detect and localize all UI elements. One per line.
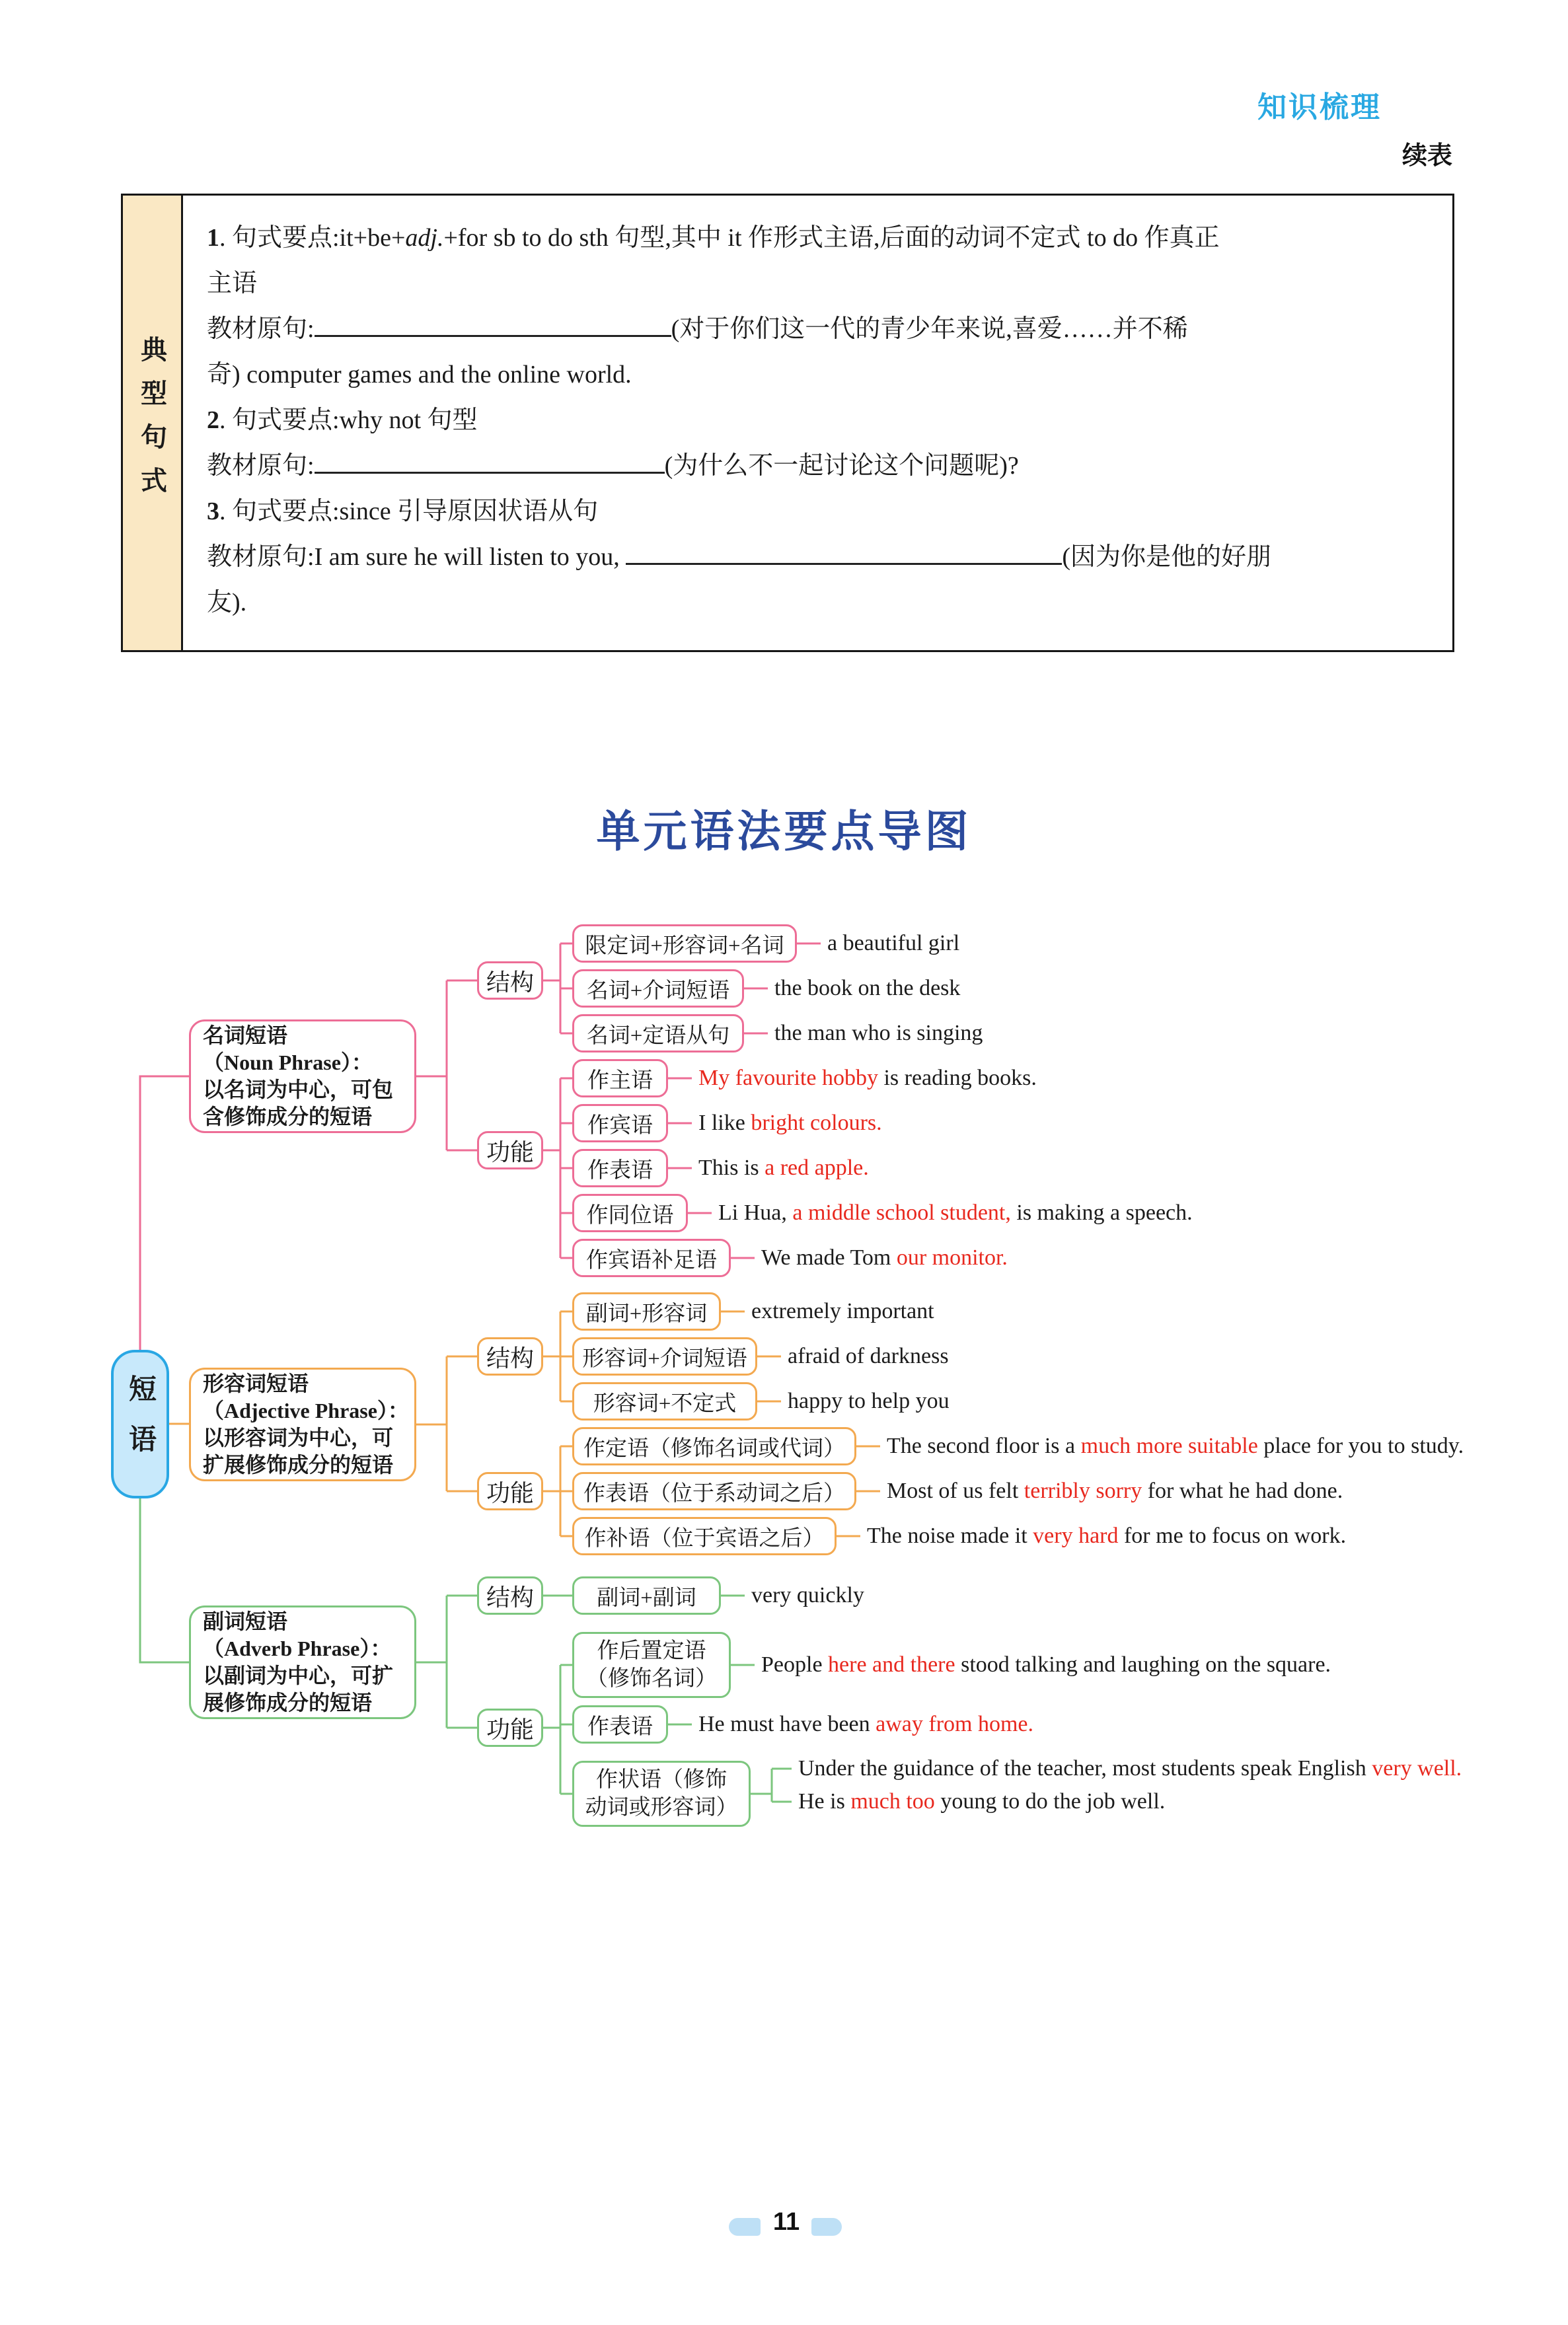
page-number-decoration-right <box>811 2218 842 2236</box>
example-text: The noise made it <box>867 1524 1033 1548</box>
example-text: Under the guidance of the teacher, most students speak English <box>798 1756 1372 1781</box>
noun-function-node: 功能 <box>477 1131 543 1169</box>
example-text: He must have been <box>698 1712 876 1736</box>
noun-function-item: 作同位语 <box>572 1194 688 1232</box>
table-row-header <box>123 196 183 650</box>
table-line <box>207 535 1429 580</box>
line-text: 教材原句: <box>207 452 315 480</box>
page-number: 11 <box>772 2208 800 2236</box>
node-line: 形容词短语 <box>203 1372 309 1395</box>
example-sentence <box>761 1242 1008 1274</box>
node-line: 动词或形容词） <box>585 1796 738 1820</box>
example-sentence <box>774 973 960 1004</box>
example-sentence <box>827 928 959 959</box>
example-text: Li Hua, <box>718 1200 793 1225</box>
example-highlight: a red apple. <box>765 1156 869 1180</box>
example-highlight: bright colours. <box>751 1111 882 1135</box>
line-text: . 句式要点:why not 句型 <box>219 406 478 434</box>
example-highlight: very hard <box>1033 1524 1119 1548</box>
example-sentence <box>698 1709 1033 1740</box>
item-number: 3 <box>207 498 219 525</box>
example-text: People <box>761 1652 829 1677</box>
node-line: （Noun Phrase）： <box>203 1051 373 1074</box>
adjective-function-item: 作补语（位于宾语之后） <box>572 1517 837 1555</box>
item-number: 1 <box>207 224 219 252</box>
section-label: 知识梳理 <box>1257 91 1382 124</box>
example-sentence <box>751 1296 934 1327</box>
example-highlight: very well. <box>1372 1756 1462 1781</box>
example-highlight: much too <box>850 1789 935 1814</box>
example-text: the man who is singing <box>774 1021 983 1045</box>
example-text: happy to help you <box>788 1389 950 1413</box>
example-text: extremely important <box>751 1299 934 1323</box>
example-sentence <box>867 1520 1346 1552</box>
line-text: . 句式要点:since 引导原因状语从句 <box>219 498 599 525</box>
line-text: 奇) computer games and the online world. <box>207 361 632 388</box>
table-line <box>207 261 1429 307</box>
example-sentence <box>751 1580 864 1611</box>
line-text: 主语 <box>207 270 258 297</box>
example-sentence <box>887 1475 1343 1507</box>
fill-in-blank <box>626 558 1062 565</box>
example-text: We made Tom <box>761 1245 897 1270</box>
node-line: 作后置定语 <box>597 1639 706 1663</box>
node-line: 作状语（修饰 <box>596 1768 727 1792</box>
table-body <box>183 196 1452 650</box>
example-highlight: much more suitable <box>1080 1434 1258 1458</box>
page-number-decoration-left <box>729 2218 761 2236</box>
noun-structure-item: 名词+介词短语 <box>572 969 744 1008</box>
example-text: He is <box>798 1789 851 1814</box>
example-sentence <box>798 1786 1165 1818</box>
noun-function-item: 作宾语 <box>572 1104 668 1142</box>
node-line: 以名词为中心，可包 <box>203 1078 394 1101</box>
noun-structure-item: 名词+定语从句 <box>572 1014 744 1052</box>
example-text: the book on the desk <box>774 976 961 1000</box>
example-sentence <box>887 1430 1464 1462</box>
adverb-function-node: 功能 <box>477 1709 543 1747</box>
line-text: (为什么不一起讨论这个问题呢)? <box>664 452 1019 480</box>
adjective-function-item: 作定语（修饰名词或代词） <box>572 1427 856 1465</box>
adjective-phrase-node <box>189 1368 416 1481</box>
example-text: for what he had done. <box>1142 1479 1343 1503</box>
example-text: is making a speech. <box>1010 1200 1193 1225</box>
node-line: 副词短语 <box>203 1609 288 1633</box>
example-sentence <box>788 1341 949 1372</box>
item-number: 2 <box>207 406 219 434</box>
fill-in-blank <box>315 466 665 474</box>
node-line: 以副词为中心，可扩 <box>203 1664 394 1687</box>
node-line: 扩展修饰成分的短语 <box>203 1453 394 1477</box>
example-text: very quickly <box>751 1583 864 1607</box>
example-text: I like <box>698 1111 751 1135</box>
example-sentence <box>788 1385 950 1417</box>
example-text: afraid of darkness <box>788 1344 949 1368</box>
example-sentence <box>761 1649 1331 1681</box>
italic-term: adj. <box>405 224 444 252</box>
line-text: 教材原句: <box>207 315 315 343</box>
adjective-function-item: 作表语（位于系动词之后） <box>572 1472 856 1510</box>
example-text: stood talking and laughing on the square. <box>955 1652 1331 1677</box>
adjective-structure-item: 副词+形容词 <box>572 1292 721 1331</box>
adverb-function-item <box>572 1632 731 1698</box>
node-line: （Adverb Phrase）： <box>203 1637 392 1660</box>
root-label: 短语 <box>125 1374 155 1475</box>
example-highlight: My favourite hobby <box>698 1066 878 1090</box>
adverb-function-item: 作表语 <box>572 1705 668 1744</box>
line-text: 教材原句:I am sure he will listen to you, <box>207 543 626 571</box>
line-text: +for sb to do sth 句型,其中 it 作形式主语,后面的动词不定式 to do 作真正 <box>443 224 1220 252</box>
example-sentence <box>698 1107 882 1139</box>
example-text: is reading books. <box>877 1066 1037 1090</box>
example-sentence <box>698 1152 869 1184</box>
table-line <box>207 489 1429 535</box>
table-line <box>207 352 1429 398</box>
example-text: young to do the job well. <box>934 1789 1166 1814</box>
line-text: . 句式要点:it+be+ <box>219 224 406 252</box>
noun-phrase-node <box>189 1019 416 1133</box>
example-text: Most of us felt <box>887 1479 1024 1503</box>
line-text: 友). <box>207 589 247 616</box>
table-line <box>207 307 1429 352</box>
example-text: for me to focus on work. <box>1118 1524 1347 1548</box>
line-text: (对于你们这一代的青少年来说,喜爱……并不稀 <box>671 315 1188 343</box>
node-line: （修饰名词） <box>586 1667 717 1691</box>
noun-function-item: 作表语 <box>572 1149 668 1187</box>
example-highlight: here and there <box>828 1652 955 1677</box>
adverb-structure-node: 结构 <box>477 1576 543 1615</box>
example-text: This is <box>698 1156 765 1180</box>
example-highlight: a middle school student, <box>792 1200 1011 1225</box>
example-sentence <box>798 1753 1462 1785</box>
example-highlight: terribly sorry <box>1024 1479 1142 1503</box>
mindmap-root-node <box>111 1350 169 1498</box>
node-line: 以形容词为中心，可 <box>203 1426 394 1450</box>
table-line <box>207 398 1429 443</box>
adjective-function-node: 功能 <box>477 1472 543 1510</box>
table-line <box>207 580 1429 626</box>
adverb-function-item <box>572 1761 751 1827</box>
table-line <box>207 443 1429 489</box>
noun-structure-item: 限定词+形容词+名词 <box>572 924 797 963</box>
example-sentence <box>718 1197 1193 1229</box>
noun-function-item: 作主语 <box>572 1059 668 1097</box>
node-line: 名词短语 <box>203 1023 288 1047</box>
noun-function-item: 作宾语补足语 <box>572 1239 731 1277</box>
fill-in-blank <box>315 330 671 337</box>
continued-table-note: 续表 <box>1402 142 1453 170</box>
sentence-pattern-table <box>121 194 1454 652</box>
adjective-structure-item: 形容词+介词短语 <box>572 1337 757 1376</box>
node-line: （Adjective Phrase）： <box>203 1399 409 1422</box>
line-text: (因为你是他的好朋 <box>1062 543 1271 571</box>
example-sentence <box>774 1017 983 1049</box>
adverb-structure-item: 副词+副词 <box>572 1576 721 1615</box>
adverb-phrase-node <box>189 1605 416 1719</box>
mindmap-title: 单元语法要点导图 <box>596 807 972 856</box>
node-line: 展修饰成分的短语 <box>203 1691 373 1715</box>
example-text: The second floor is a <box>887 1434 1081 1458</box>
adjective-structure-node: 结构 <box>477 1337 543 1376</box>
noun-structure-node: 结构 <box>477 961 543 1000</box>
node-line: 含修饰成分的短语 <box>203 1105 373 1128</box>
example-highlight: away from home. <box>876 1712 1034 1736</box>
adjective-structure-item: 形容词+不定式 <box>572 1382 757 1421</box>
example-sentence <box>698 1062 1037 1094</box>
example-text: place for you to study. <box>1257 1434 1464 1458</box>
example-highlight: our monitor. <box>896 1245 1008 1270</box>
example-text: a beautiful girl <box>827 931 960 955</box>
table-line <box>207 215 1429 261</box>
row-header-text: 典型句式 <box>137 336 167 510</box>
